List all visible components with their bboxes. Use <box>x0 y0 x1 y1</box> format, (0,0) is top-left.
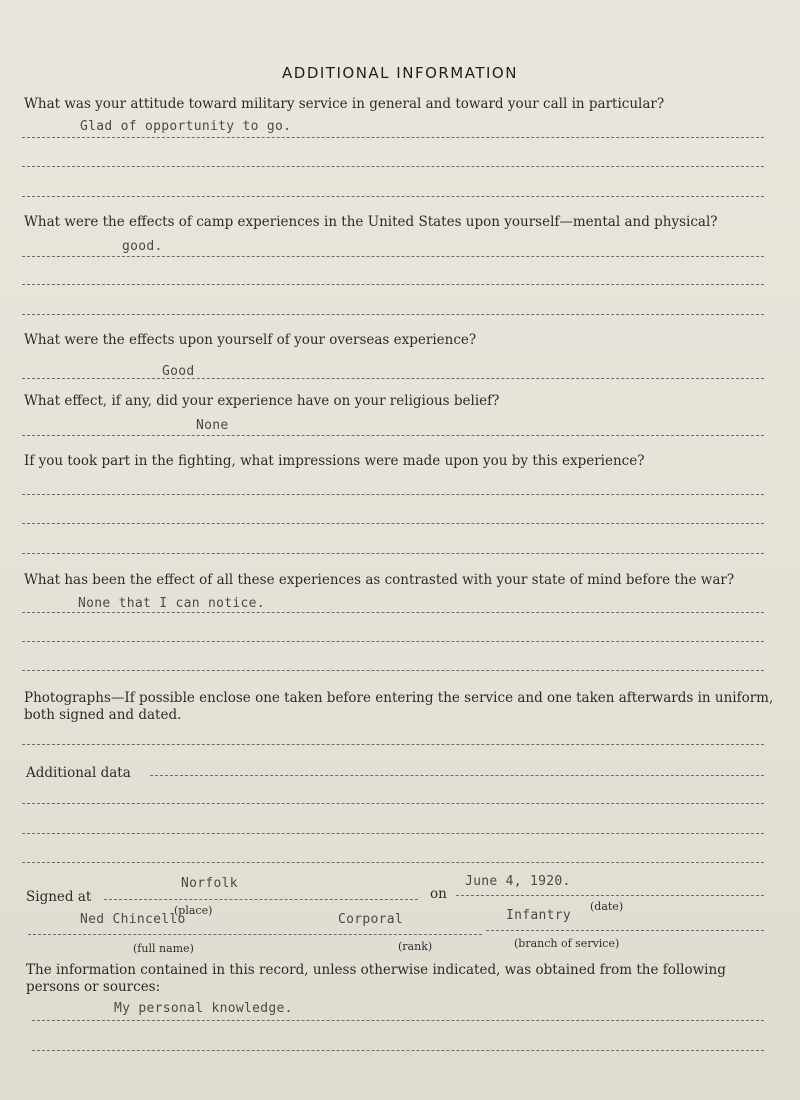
answer-line <box>22 314 764 315</box>
answer-line <box>22 256 764 257</box>
photographs-text: Photographs—If possible enclose one taken before entering the service and one taken afterwards in uniform, both signed and dated. <box>24 690 774 723</box>
question-religious-effect: What effect, if any, did your experience have on your religious belief? <box>24 393 500 409</box>
date-caption: (date) <box>590 900 624 913</box>
place-caption: (place) <box>174 904 213 917</box>
photographs-instruction <box>0 690 788 724</box>
question-overseas-effects: What were the effects upon yourself of your overseas experience? <box>24 332 477 348</box>
answer-line <box>22 137 764 138</box>
answer-line <box>22 284 764 285</box>
answer-line <box>22 494 764 495</box>
place-value: Norfolk <box>181 876 238 891</box>
question-fighting-impressions: If you took part in the fighting, what impressions were made upon you by this experience? <box>24 453 645 469</box>
branch-line <box>486 930 764 931</box>
answer-line <box>22 803 764 804</box>
signed-at-label: Signed at <box>26 889 92 905</box>
answer-line <box>22 744 764 745</box>
answer-line <box>32 1020 764 1021</box>
answer-line <box>22 196 764 197</box>
answer-line <box>22 378 764 379</box>
question-military-attitude: What was your attitude toward military service in general and toward your call in particular? <box>24 96 665 112</box>
date-value: June 4, 1920. <box>465 874 571 889</box>
question-contrast-effect: What has been the effect of all these experiences as contrasted with your state of mind before the war? <box>24 572 735 588</box>
full-name-line <box>28 934 482 935</box>
additional-data-label: Additional data <box>26 765 131 781</box>
answer-line <box>22 612 764 613</box>
answer-line <box>150 775 764 776</box>
full-name-caption: (full name) <box>133 942 194 955</box>
answer-line <box>22 833 764 834</box>
answer-camp-effects: good. <box>122 239 163 254</box>
answer-contrast-effect: None that I can notice. <box>78 596 265 611</box>
answer-line <box>22 166 764 167</box>
answer-line <box>22 523 764 524</box>
page-title: ADDITIONAL INFORMATION <box>282 64 518 82</box>
answer-military-attitude: Glad of opportunity to go. <box>80 119 292 134</box>
question-camp-effects: What were the effects of camp experiences in the United States upon yourself—mental and physical? <box>24 214 718 230</box>
sources-answer: My personal knowledge. <box>114 1001 293 1016</box>
branch-value: Infantry <box>506 908 572 923</box>
answer-line <box>22 435 764 436</box>
rank-value: Corporal <box>338 912 404 927</box>
answer-line <box>22 641 764 642</box>
date-line <box>456 895 764 896</box>
rank-caption: (rank) <box>398 940 433 953</box>
answer-line <box>32 1050 764 1051</box>
branch-caption: (branch of service) <box>514 937 620 950</box>
sources-statement: The information contained in this record, unless otherwise indicated, was obtained from the following persons or sources: <box>26 962 726 995</box>
answer-religious-effect: None <box>196 418 229 433</box>
on-label: on <box>430 886 447 902</box>
place-line <box>104 899 418 900</box>
answer-line <box>22 553 764 554</box>
answer-overseas-effects: Good <box>162 364 195 379</box>
answer-line <box>22 862 764 863</box>
answer-line <box>22 670 764 671</box>
full-name-value: Ned Chincello <box>80 912 186 927</box>
